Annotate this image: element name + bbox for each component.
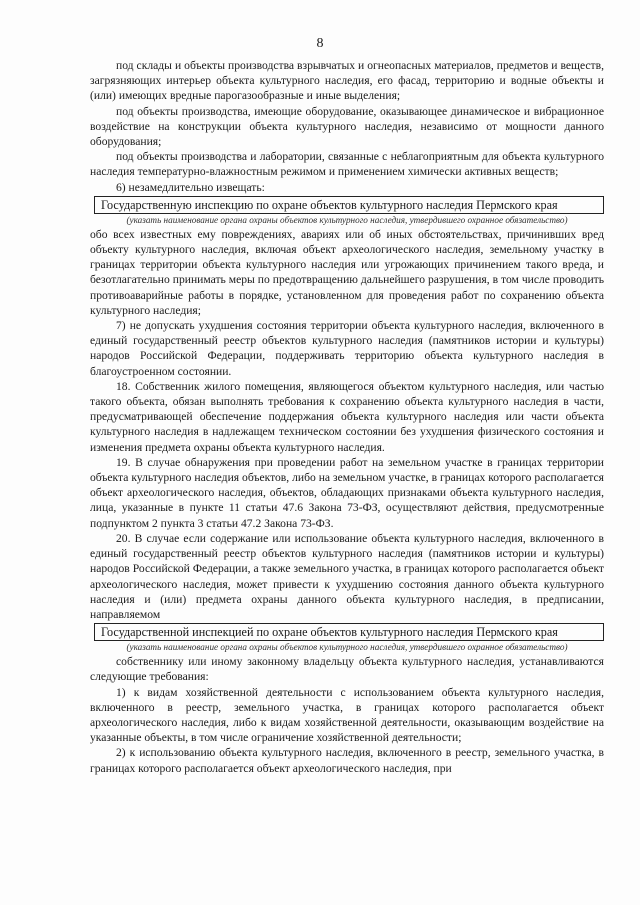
paragraph: обо всех известных ему повреждениях, авариях или об иных обстоятельствах, причинивших вред объекту культурного наследия, включая объект археологического наследия, земельному участку в границах территории объекта культурного наследия или угрожающих причинением такого вреда, и безотлагательно принимать меры по предотвращению дальнейшего разрушения, в том числе проводить противоаварийные работы в порядке, установленном для проведения работ по сохранению объекта культурного наследия;	[90, 227, 604, 317]
paragraph: под склады и объекты производства взрывчатых и огнеопасных материалов, предметов и веществ, загрязняющих интерьер объекта культурного наследия, его фасад, территорию и водные объекты и (или) имеющих вредные парогазообразные и иные выделения;	[90, 59, 604, 103]
filled-field-authority: Государственную инспекцию по охране объектов культурного наследия Пермского края	[94, 196, 604, 214]
paragraph: под объекты производства, имеющие оборудование, оказывающее динамическое и вибрационное воздействие на конструкции объекта культурного наследия, независимо от мощности данного оборудования;	[90, 104, 604, 149]
paragraph: 19. В случае обнаружения при проведении работ на земельном участке в границах территории объекта культурного наследия объектов, либо на земельном участке, в границах которого располагается объект археологического наследия, объектов, обладающих признаками объекта культурного наследия, лица, указанные в пункте 11 статьи 47.6 Закона 73-ФЗ, осуществляют действия, предусмотренные подпунктом 2 пункта 3 статьи 47.2 Закона 73-ФЗ.	[90, 455, 604, 530]
paragraph: под объекты производства и лаборатории, связанные с неблагоприятным для объекта культурного наследия температурно-влажностным режимом и применением химически активных веществ;	[90, 150, 604, 179]
paragraph: 20. В случае если содержание или использование объекта культурного наследия, включенного в единый государственный реестр объектов культурного наследия (памятников истории и культуры) народов Российской Федерации, а также земельного участка, в границах которого располагается объект археологического наследия, может привести к ухудшению состояния данного объекта культурного наследия и (или) предмета охраны данного объекта культурного наследия, в предписании, направляемом	[90, 531, 604, 621]
paragraph: собственнику или иному законному владельцу объекта культурного наследия, устанавливаются следующие требования:	[90, 655, 604, 684]
field-caption: (указать наименование органа охраны объектов культурного наследия, утвердившего охранное обязательство)	[126, 642, 568, 653]
paragraph: 2) к использованию объекта культурного наследия, включенного в реестр, земельного участка, в границах которого располагается объект археологического наследия, при	[90, 746, 604, 775]
page-number: 8	[316, 36, 324, 51]
paragraph: 6) незамедлительно извещать:	[116, 180, 265, 194]
document-body	[90, 58, 604, 776]
paragraph: 18. Собственник жилого помещения, являющегося объектом культурного наследия, или частью такого объекта, обязан выполнять требования к сохранению объекта культурного наследия в части, предусматривающей обеспечение поддержания объекта культурного наследия или части объекта культурного наследия в надлежащем техническом состоянии без ухудшения физического состояния и изменения предмета охраны объекта культурного наследия.	[90, 379, 604, 454]
field-caption: (указать наименование органа охраны объектов культурного наследия, утвердившего охранное обязательство)	[126, 214, 568, 225]
filled-field-authority: Государственной инспекцией по охране объектов культурного наследия Пермского края	[94, 623, 604, 641]
paragraph: 7) не допускать ухудшения состояния территории объекта культурного наследия, включенного в единый государственный реестр объектов культурного наследия (памятников истории и культуры) народов Российской Федерации, поддерживать территорию объекта культурного наследия в благоустроенном состоянии.	[90, 319, 604, 378]
paragraph: 1) к видам хозяйственной деятельности с использованием объекта культурного наследия, включенного в реестр, земельного участка, в границах которого располагается объект археологического наследия, либо к видам хозяйственной деятельности, оказывающим воздействие на указанные объекты, в том числе ограничение хозяйственной деятельности;	[90, 685, 604, 745]
